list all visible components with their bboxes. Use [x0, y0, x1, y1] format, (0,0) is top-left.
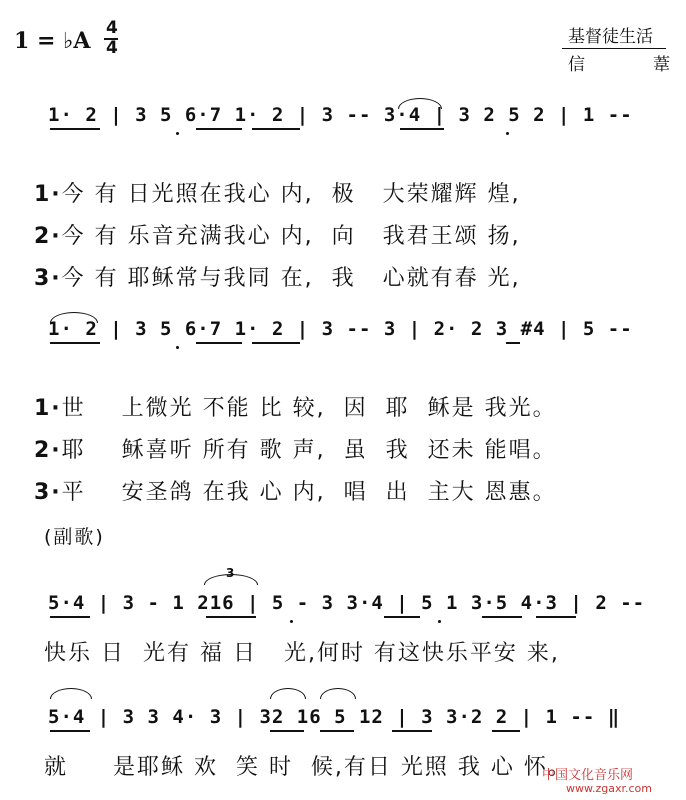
chorus-label: (副歌)	[44, 526, 105, 548]
lyric-text: 耶 稣喜听 所有 歌 声, 虽 我 还未 能唱。	[61, 438, 557, 463]
beam	[196, 128, 242, 130]
low-octave-dot	[176, 132, 179, 135]
song-title: 基督徒生活	[568, 27, 653, 47]
beam	[384, 616, 420, 618]
beam	[400, 128, 444, 130]
title-divider	[562, 48, 666, 49]
beam	[50, 128, 100, 130]
triplet-slur	[204, 574, 258, 585]
beam	[196, 342, 242, 344]
lyric-text: 今 有 日光照在我心 内, 极 大荣耀辉 煌,	[61, 182, 521, 207]
beam	[392, 730, 432, 732]
lyric-text: 平 安圣鸽 在我 心 内, 唱 出 主大 恩惠。	[61, 480, 557, 505]
lyric-text: 今 有 乐音充满我心 内, 向 我君王颂 扬,	[61, 224, 521, 249]
verse-number: 2·	[34, 224, 62, 249]
beam	[320, 730, 354, 732]
slur	[398, 98, 442, 109]
chorus-notes-line-2: 5·4 | 3 3 4· 3 | 32 16 5 12 | 3 3·2 2 | 1 -- ‖	[48, 706, 621, 728]
time-signature-top: 4	[106, 18, 118, 38]
verse-number: 2·	[34, 438, 62, 463]
low-octave-dot	[438, 620, 441, 623]
verse-number: 1·	[34, 182, 62, 207]
low-octave-dot	[176, 346, 179, 349]
chorus-notes-line-1: 5·4 | 3 - 1 216 | 5 - 3 3·4 | 5 1 3·5 4·3 | 2 --	[48, 592, 646, 614]
beam	[252, 342, 300, 344]
verse-number: 3·	[34, 480, 62, 505]
chorus-lyrics-line-1: 快乐 日 光有 福 日 光,何时 有这快乐平安 来,	[44, 641, 560, 666]
beam	[270, 730, 304, 732]
watermark-url: www.zgaxr.com	[566, 782, 652, 795]
beam	[50, 342, 100, 344]
lyric-text: 今 有 耶稣常与我同 在, 我 心就有春 光,	[61, 266, 521, 291]
verse-3-line-2	[16, 450, 557, 506]
notes-line-1: 1· 2 | 3 5 6·7 1· 2 | 3 -- 3·4 | 3 2 5 2 | 1 --	[48, 104, 633, 126]
beam	[50, 616, 90, 618]
slur	[320, 688, 356, 699]
beam	[206, 616, 256, 618]
verse-number: 3·	[34, 266, 62, 291]
time-signature-bottom: 4	[106, 38, 118, 58]
beam	[252, 128, 300, 130]
verse-number: 1·	[34, 396, 62, 421]
low-octave-dot	[506, 132, 509, 135]
slur	[50, 312, 98, 323]
beam	[536, 616, 576, 618]
verse-3-line-1	[16, 236, 521, 292]
beam	[506, 342, 520, 344]
slur	[50, 688, 92, 699]
lyric-text: 世 上微光 不能 比 较, 因 耶 稣是 我光。	[61, 396, 557, 421]
notes-line-2: 1· 2 | 3 5 6·7 1· 2 | 3 -- 3 | 2· 2 3 #4 | 5 --	[48, 318, 633, 340]
beam	[492, 730, 520, 732]
watermark-logo: 中国文化音乐网	[542, 768, 634, 783]
beam	[482, 616, 522, 618]
beam	[50, 730, 90, 732]
low-octave-dot	[290, 620, 293, 623]
key-signature: 1 = ♭A	[14, 28, 91, 54]
slur	[270, 688, 306, 699]
author-credit: 信 葦	[568, 55, 670, 75]
triplet-mark: 3	[226, 566, 235, 580]
chorus-lyrics-line-2: 就 是耶稣 欢 笑 时 候,有日 光照 我 心 怀。	[44, 755, 572, 780]
